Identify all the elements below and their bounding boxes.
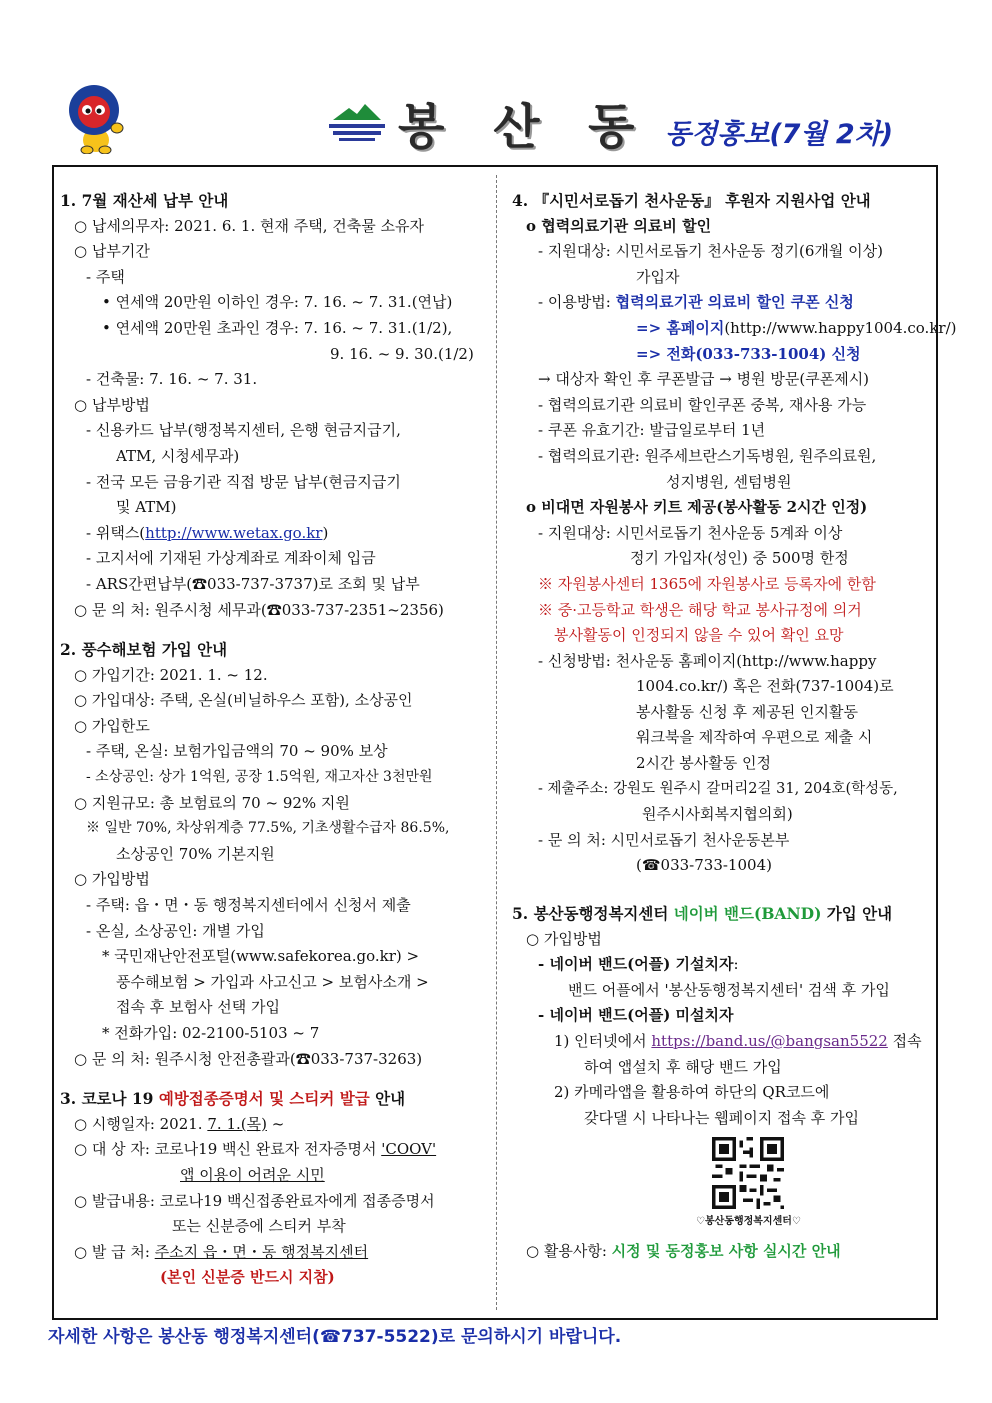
band-link[interactable]: https://band.us/@bangsan5522: [651, 1032, 888, 1050]
page-title: 봉 산 동: [398, 99, 651, 155]
text-line: ※ 일반 70%, 차상위계층 77.5%, 기초생활수급자 86.5%,: [86, 820, 450, 837]
text-line: 밴드 어플에서 '봉산동행정복지센터' 검색 후 가입: [568, 980, 890, 999]
text-line: (본인 신분증 반드시 지참): [160, 1268, 335, 1287]
notice-line: ※ 자원봉사센터 1365에 자원봉사로 등록자에 한함: [538, 574, 876, 593]
text-line: - 소상공인: 상가 1억원, 공장 1.5억원, 재고자산 3천만원: [86, 769, 433, 786]
text-line: - 주택, 온실: 보험가입금액의 70 ~ 90% 보상: [86, 742, 388, 761]
text-line: • 연세액 20만원 초과인 경우: 7. 16. ~ 7. 31.(1/2),: [102, 318, 453, 337]
text-line: - 문 의 처: 시민서로돕기 천사운동본부: [538, 830, 790, 849]
section-3-title: 3. 코로나 19 예방접종증명서 및 스티커 발급 안내: [60, 1089, 406, 1109]
section-4-title: 4. 『시민서로돕기 천사운동』 후원자 지원사업 안내: [512, 191, 871, 210]
text-line: ○ 납부기간: [74, 242, 150, 261]
text-line: 접속 후 보험사 선택 가입: [116, 998, 280, 1017]
text-line: ○ 활용사항: 시정 및 동정홍보 사항 실시간 안내: [526, 1241, 841, 1260]
subsection-title: o 비대면 자원봉사 키트 제공(봉사활동 2시간 인정): [526, 498, 868, 517]
left-column: [60, 188, 492, 1291]
footer-contact: 자세한 사항은 봉산동 행정복지센터(☎737-5522)로 문의하시기 바랍니다.: [48, 1327, 622, 1347]
text-line: 앱 이용이 어려운 시민: [180, 1165, 325, 1184]
text-line: 1) 인터넷에서 https://band.us/@bangsan5522 접속: [554, 1032, 922, 1050]
text-line: 정기 가입자(성인) 중 500명 한정: [630, 549, 849, 568]
text-line: 가입자: [636, 267, 680, 286]
text-line: - ARS간편납부(☎033-737-3737)로 조회 및 납부: [86, 574, 420, 593]
text-line: - 협력의료기관 의료비 할인쿠폰 중복, 재사용 가능: [538, 395, 867, 414]
text-line: (☎033-733-1004): [636, 856, 772, 875]
mascot-icon: [66, 82, 126, 154]
issue-label: 동정홍보(7월 2차): [665, 119, 894, 150]
text-line: - 주택: [86, 267, 125, 286]
text-line: ○ 대 상 자: 코로나19 백신 완료자 전자증명서 'COOV': [74, 1140, 437, 1159]
right-column: [512, 188, 957, 1265]
section-5-title: 5. 봉산동행정복지센터 네이버 밴드(BAND) 가입 안내: [512, 904, 893, 924]
text-line: - 지원대상: 시민서로돕기 천사운동 5계좌 이상: [538, 523, 843, 542]
text-line: 풍수해보험 > 가입과 사고신고 > 보험사소개 >: [116, 972, 429, 991]
text-line: 또는 신분증에 스티커 부착: [172, 1217, 346, 1236]
text-line: - 전국 모든 금융기관 직접 방문 납부(현금지급기: [86, 472, 401, 491]
text-line: 1004.co.kr/) 혹은 전화(737-1004)로: [636, 677, 894, 696]
text-line: * 국민재난안전포털(www.safekorea.go.kr) >: [102, 947, 420, 966]
text-line: ○ 납세의무자: 2021. 6. 1. 현재 주택, 건축물 소유자: [74, 216, 424, 235]
text-line: 갖다댈 시 나타나는 웹페이지 접속 후 가입: [584, 1108, 859, 1127]
text-line: - 네이버 밴드(어플) 기설치자:: [538, 955, 739, 974]
text-line: * 전화가입: 02-2100-5103 ~ 7: [102, 1024, 320, 1042]
text-line: • 연세액 20만원 이하인 경우: 7. 16. ~ 7. 31.(연납): [102, 293, 453, 312]
text-line: - 이용방법: 협력의료기관 의료비 할인 쿠폰 신청: [538, 293, 854, 312]
bongsan-logo-icon: [327, 100, 387, 142]
text-line: - 건축물: 7. 16. ~ 7. 31.: [86, 370, 258, 389]
text-line: - 협력의료기관: 원주세브란스기독병원, 원주의료원,: [538, 446, 877, 465]
text-line: ○ 지원규모: 총 보험료의 70 ~ 92% 지원: [74, 793, 350, 812]
text-line: - 네이버 밴드(어플) 미설치자: [538, 1006, 734, 1025]
text-line: ○ 가입방법: [74, 870, 150, 889]
text-line: - 쿠폰 유효기간: 발급일로부터 1년: [538, 421, 766, 440]
column-divider: [496, 175, 497, 1310]
text-line: 워크북을 제작하여 우편으로 제출 시: [636, 728, 873, 747]
text-line: 2) 카메라앱을 활용하여 하단의 QR코드에: [554, 1083, 830, 1102]
section-1-title: 1. 7월 재산세 납부 안내: [60, 191, 229, 210]
text-line: ○ 가입대상: 주택, 온실(비닐하우스 포함), 소상공인: [74, 691, 413, 710]
notice-line: 봉사활동이 인정되지 않을 수 있어 확인 요망: [554, 626, 844, 645]
text-line: 성지병원, 센텀병원: [666, 472, 792, 491]
text-line: 9. 16. ~ 9. 30.(1/2): [330, 344, 474, 363]
text-line: ○ 가입방법: [526, 929, 602, 948]
text-line: ○ 문 의 처: 원주시청 안전총괄과(☎033-737-3263): [74, 1049, 423, 1068]
text-line: 2시간 봉사활동 인정: [636, 754, 772, 773]
text-line: => 전화(033-733-1004) 신청: [636, 344, 861, 363]
header: [0, 0, 992, 165]
text-line: - 제출주소: 강원도 원주시 갈머리2길 31, 204호(학성동,: [538, 780, 898, 797]
wetax-link[interactable]: http://www.wetax.go.kr: [145, 523, 323, 542]
text-line: - 신청방법: 천사운동 홈페이지(http://www.happy: [538, 651, 877, 670]
text-line: 및 ATM): [116, 498, 177, 517]
text-line: - 신용카드 납부(행정복지센터, 은행 현금지급기,: [86, 421, 401, 440]
text-line: ○ 가입기간: 2021. 1. ~ 12.: [74, 665, 268, 684]
section-2-title: 2. 풍수해보험 가입 안내: [60, 640, 228, 660]
text-line: 원주시사회복지협의회): [642, 805, 793, 824]
text-line: => 홈페이지(http://www.happy1004.co.kr/): [636, 318, 957, 337]
text-line: ○ 발 급 처: 주소지 읍・면・동 행정복지센터: [74, 1242, 369, 1261]
text-line: ○ 발급내용: 코로나19 백신접종완료자에게 접종증명서: [74, 1191, 435, 1210]
text-line: - 위택스(http://www.wetax.go.kr): [86, 523, 329, 542]
text-line: → 대상자 확인 후 쿠폰발급 → 병원 방문(쿠폰제시): [538, 370, 870, 389]
text-line: 하여 앱설치 후 해당 밴드 가입: [584, 1057, 782, 1076]
text-line: - 온실, 소상공인: 개별 가입: [86, 921, 265, 940]
text-line: 봉사활동 신청 후 제공된 인지활동: [636, 702, 858, 721]
qr-code-icon[interactable]: [712, 1137, 784, 1209]
text-line: - 지원대상: 시민서로돕기 천사운동 정기(6개월 이상): [538, 242, 884, 261]
text-line: - 주택: 읍・면・동 행정복지센터에서 신청서 제출: [86, 896, 411, 915]
text-line: ○ 가입한도: [74, 716, 150, 735]
subsection-title: o 협력의료기관 의료비 할인: [526, 216, 712, 235]
text-line: 소상공인 70% 기본지원: [116, 844, 275, 863]
text-line: ○ 문 의 처: 원주시청 세무과(☎033-737-2351~2356): [74, 600, 444, 619]
text-line: ○ 시행일자: 2021. 7. 1.(목) ~: [74, 1114, 285, 1133]
qr-caption: ♡봉산동행정복지센터♡: [696, 1216, 801, 1228]
text-line: - 고지서에 기재된 가상계좌로 계좌이체 입금: [86, 549, 376, 568]
text-line: ATM, 시청세무과): [116, 446, 240, 465]
notice-line: ※ 중·고등학교 학생은 해당 학교 봉사규정에 의거: [538, 600, 862, 619]
text-line: ○ 납부방법: [74, 395, 150, 414]
